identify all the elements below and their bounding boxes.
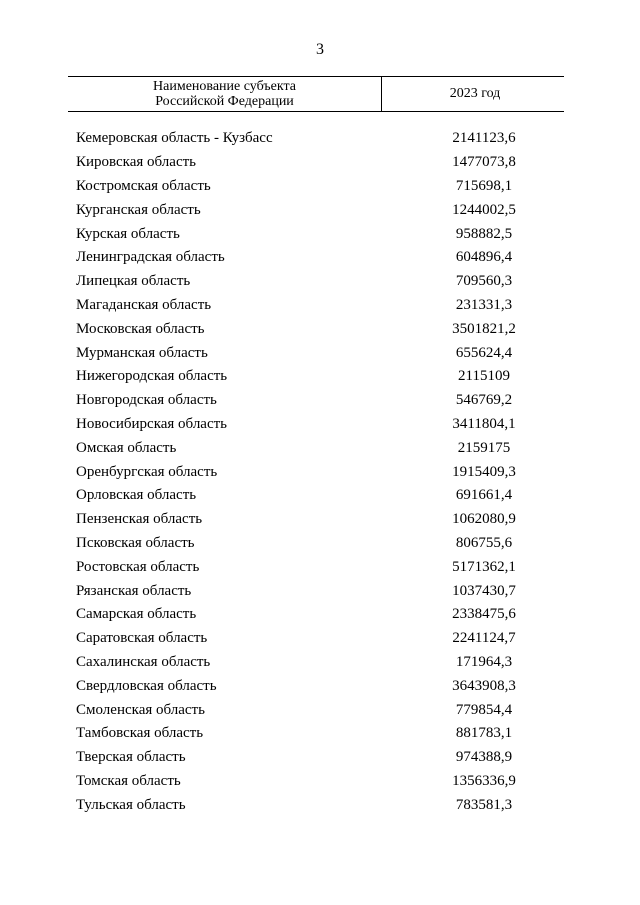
region-value-2023: 1915409,3 [452, 463, 516, 480]
region-value-2023: 2241124,7 [452, 630, 516, 647]
table-row [76, 603, 564, 627]
region-value-2023: 881783,1 [455, 725, 513, 742]
table-row [76, 627, 564, 651]
region-value-2023: 1037430,7 [452, 582, 516, 599]
region-name: Оренбургская область [76, 463, 218, 480]
table-row [76, 674, 564, 698]
table-row [76, 698, 564, 722]
region-value-2023: 1356336,9 [452, 772, 516, 789]
region-value-2023: 1477073,8 [452, 154, 516, 171]
region-name: Курганская область [76, 201, 201, 218]
table-row [76, 579, 564, 603]
table-row [76, 460, 564, 484]
region-value-2023: 2115109 [458, 368, 510, 385]
table-row [76, 151, 564, 175]
table-row [76, 341, 564, 365]
region-value-2023: 2338475,6 [452, 606, 516, 623]
region-value-2023: 779854,4 [455, 701, 513, 718]
region-value-2023: 715698,1 [455, 177, 513, 194]
region-name: Кемеровская область - Кузбасс [76, 130, 273, 147]
table-row [76, 127, 564, 151]
region-value-2023: 231331,3 [455, 296, 513, 313]
region-name: Нижегородская область [76, 368, 228, 385]
region-name: Тульская область [76, 796, 186, 813]
table-row [76, 198, 564, 222]
region-value-2023: 691661,4 [455, 487, 513, 504]
region-value-2023: 604896,4 [455, 249, 513, 266]
column-header-subject [68, 77, 382, 111]
region-value-2023: 974388,9 [455, 749, 513, 766]
region-name: Липецкая область [76, 273, 191, 290]
region-name: Томская область [76, 772, 181, 789]
table-row [76, 793, 564, 817]
region-value-2023: 3643908,3 [452, 677, 516, 694]
region-name: Смоленская область [76, 701, 205, 718]
region-value-2023: 171964,3 [455, 653, 513, 670]
table-header [68, 76, 564, 112]
region-name: Саратовская область [76, 630, 208, 647]
region-name: Ленинградская область [76, 249, 225, 266]
table-row [76, 508, 564, 532]
region-name: Орловская область [76, 487, 197, 504]
column-header-year: 2023 год [449, 86, 501, 101]
table-row [76, 365, 564, 389]
page-number: 3 [316, 41, 324, 58]
table-row [76, 484, 564, 508]
table-row [76, 436, 564, 460]
region-value-2023: 783581,3 [455, 796, 513, 813]
table-body [76, 127, 564, 817]
region-value-2023: 958882,5 [455, 225, 513, 242]
table-row [76, 246, 564, 270]
region-name: Костромская область [76, 177, 211, 194]
region-name: Омская область [76, 439, 177, 456]
region-name: Новгородская область [76, 392, 217, 409]
region-value-2023: 3411804,1 [452, 415, 516, 432]
region-name: Рязанская область [76, 582, 192, 599]
table-row [76, 175, 564, 199]
column-header-subject-line1: Наименование субъекта [153, 79, 296, 94]
region-name: Курская область [76, 225, 180, 242]
region-name: Сахалинская область [76, 653, 211, 670]
table-row [76, 746, 564, 770]
table-row [76, 722, 564, 746]
region-value-2023: 546769,2 [455, 392, 513, 409]
region-value-2023: 806755,6 [455, 534, 513, 551]
region-name: Псковская область [76, 534, 195, 551]
region-name: Новосибирская область [76, 415, 228, 432]
table-row [76, 532, 564, 556]
region-value-2023: 3501821,2 [452, 320, 516, 337]
region-value-2023: 709560,3 [455, 273, 513, 290]
table-row [76, 770, 564, 794]
region-value-2023: 2159175 [457, 439, 511, 456]
region-name: Пензенская область [76, 511, 203, 528]
region-name: Магаданская область [76, 296, 212, 313]
table-row [76, 317, 564, 341]
region-value-2023: 2141123,6 [452, 130, 516, 147]
region-name: Свердловская область [76, 677, 217, 694]
table-row [76, 389, 564, 413]
region-name: Мурманская область [76, 344, 208, 361]
region-name: Тамбовская область [76, 725, 204, 742]
region-name: Тверская область [76, 749, 186, 766]
region-value-2023: 1062080,9 [452, 511, 516, 528]
table-row [76, 413, 564, 437]
region-value-2023: 655624,4 [455, 344, 513, 361]
region-value-2023: 1244002,5 [452, 201, 516, 218]
region-name: Ростовская область [76, 558, 200, 575]
region-name: Самарская область [76, 606, 197, 623]
table-row [76, 294, 564, 318]
region-value-2023: 5171362,1 [452, 558, 516, 575]
table-row [76, 555, 564, 579]
region-name: Московская область [76, 320, 205, 337]
table-row [76, 270, 564, 294]
region-name: Кировская область [76, 154, 197, 171]
table-row [76, 222, 564, 246]
table-row [76, 651, 564, 675]
column-header-subject-line2: Российской Федерации [155, 94, 294, 109]
